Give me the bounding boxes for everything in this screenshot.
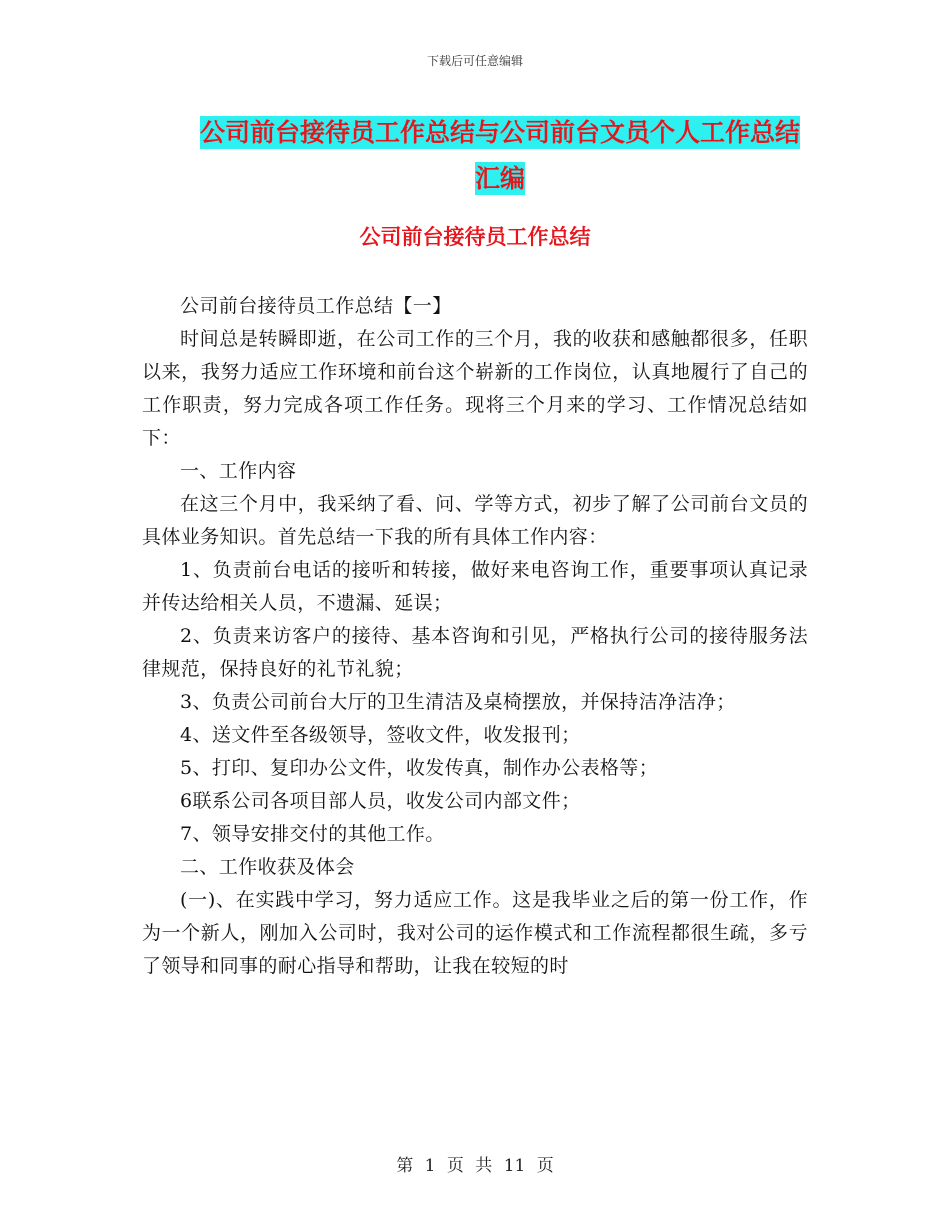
paragraph-subtitle: 公司前台接待员工作总结【一】 — [180, 295, 452, 317]
list-item-1: 1、负责前台电话的接听和转接，做好来电咨询工作，重要事项认真记录并传达给相关人员，不遗漏、延误； — [142, 559, 808, 614]
heading-work-gains: 二、工作收获及体会 — [180, 856, 355, 878]
page-number-footer: 第 1 页 共 11 页 — [396, 1156, 554, 1176]
paragraph-work-overview: 在这三个月中，我采纳了看、问、学等方式，初步了解了公司前台文员的具体业务知识。首先总结一下我的所有具体工作内容： — [142, 493, 808, 548]
paragraph-intro: 时间总是转瞬即逝，在公司工作的三个月，我的收获和感触都很多，任职以来，我努力适应工作环境和前台这个崭新的工作岗位，认真地履行了自己的工作职责，努力完成各项工作任务。现将三个月来的学习、工作情况总结如下： — [142, 328, 808, 449]
list-item-6: 6联系公司各项目部人员，收发公司内部文件； — [180, 790, 581, 812]
document-title — [190, 110, 810, 202]
document-body — [142, 290, 808, 983]
list-item-4: 4、送文件至各级领导，签收文件，收发报刊； — [180, 724, 581, 746]
list-item-5: 5、打印、复印办公文件，收发传真，制作办公表格等； — [180, 757, 659, 779]
list-item-2: 2、负责来访客户的接待、基本咨询和引见，严格执行公司的接待服务法律规范，保持良好的礼节礼貌； — [142, 625, 808, 680]
section-title: 公司前台接待员工作总结 — [359, 225, 591, 249]
page-header-note: 下载后可任意编辑 — [426, 54, 523, 68]
list-item-7: 7、领导安排交付的其他工作。 — [180, 823, 445, 845]
document-title-highlight: 公司前台接待员工作总结与公司前台文员个人工作总结汇编 — [199, 118, 800, 193]
list-item-3: 3、负责公司前台大厅的卫生清洁及桌椅摆放，并保持洁净洁净； — [180, 691, 736, 713]
heading-work-content: 一、工作内容 — [180, 460, 297, 482]
paragraph-learning: (一)、在实践中学习，努力适应工作。这是我毕业之后的第一份工作，作为一个新人，刚加入公司时，我对公司的运作模式和工作流程都很生疏，多亏了领导和同事的耐心指导和帮助，让我在较短的时 — [142, 889, 808, 977]
